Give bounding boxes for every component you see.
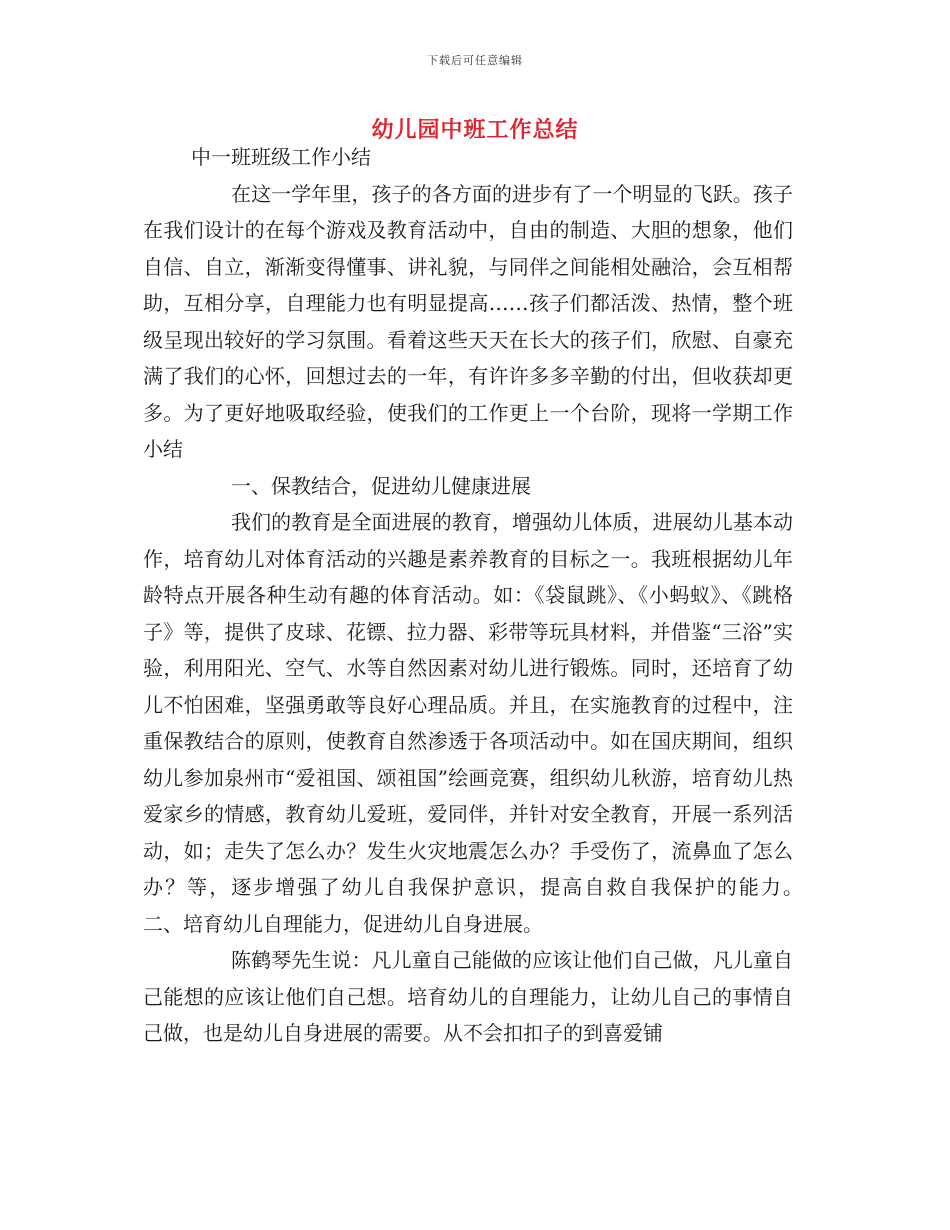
section-heading-1: 一、保教结合，促进幼儿健康进展 xyxy=(231,473,531,498)
paragraph-section-2: 陈鹤琴先生说：凡儿童自己能做的应该让他们自己做，凡儿童自己能想的应该让他们自己想。培育幼儿的自理能力，让幼儿自己的事情自己做，也是幼儿自身进展的需要。从不会扣扣子的到喜爱铺 xyxy=(143,948,793,1045)
header-note: 下载后可任意编辑 xyxy=(427,54,523,67)
paragraph-section-1: 我们的教育是全面进展的教育，增强幼儿体质，进展幼儿基本动作，培育幼儿对体育活动的兴趣是素养教育的目标之一。我班根据幼儿年龄特点开展各种生动有趣的体育活动。如：《袋鼠跳》、《小蚂蚁》、《跳格子》等，提供了皮球、花镖、拉力器、彩带等玩具材料，并借鉴“三浴”实验，利用阳光、空气、水等自然因素对幼儿进行锻炼。同时，还培育了幼儿不怕困难，坚强勇敢等良好心理品质。并且，在实施教育的过程中，注重保教结合的原则，使教育自然渗透于各项活动中。如在国庆期间，组织幼儿参加泉州市“爱祖国、颂祖国”绘画竞赛，组织幼儿秋游，培育幼儿热爱家乡的情感，教育幼儿爱班，爱同伴，并针对安全教育，开展一系列活动，如；走失了怎么办？发生火灾地震怎么办？手受伤了，流鼻血了怎么办？等，逐步增强了幼儿自我保护意识，提高自救自我保护的能力。 二、培育幼儿自理能力，促进幼儿自身进展。 xyxy=(143,510,833,936)
paragraph-intro: 在这一学年里，孩子的各方面的进步有了一个明显的飞跃。孩子在我们设计的在每个游戏及教育活动中，自由的制造、大胆的想象，他们自信、自立，渐渐变得懂事、讲礼貌，与同伴之间能相处融洽，会互相帮助，互相分享，自理能力也有明显提高……孩子们都活泼、热情，整个班级呈现出较好的学习氛围。看着这些天天在长大的孩子们，欣慰、自豪充满了我们的心怀，回想过去的一年，有许许多多辛勤的付出，但收获却更多。为了更好地吸取经验，使我们的工作更上一个台阶，现将一学期工作小结 xyxy=(143,181,793,461)
document-subtitle: 中一班班级工作小结 xyxy=(191,145,371,169)
document-title: 幼儿园中班工作总结 xyxy=(371,118,579,143)
document-body xyxy=(143,139,833,1052)
